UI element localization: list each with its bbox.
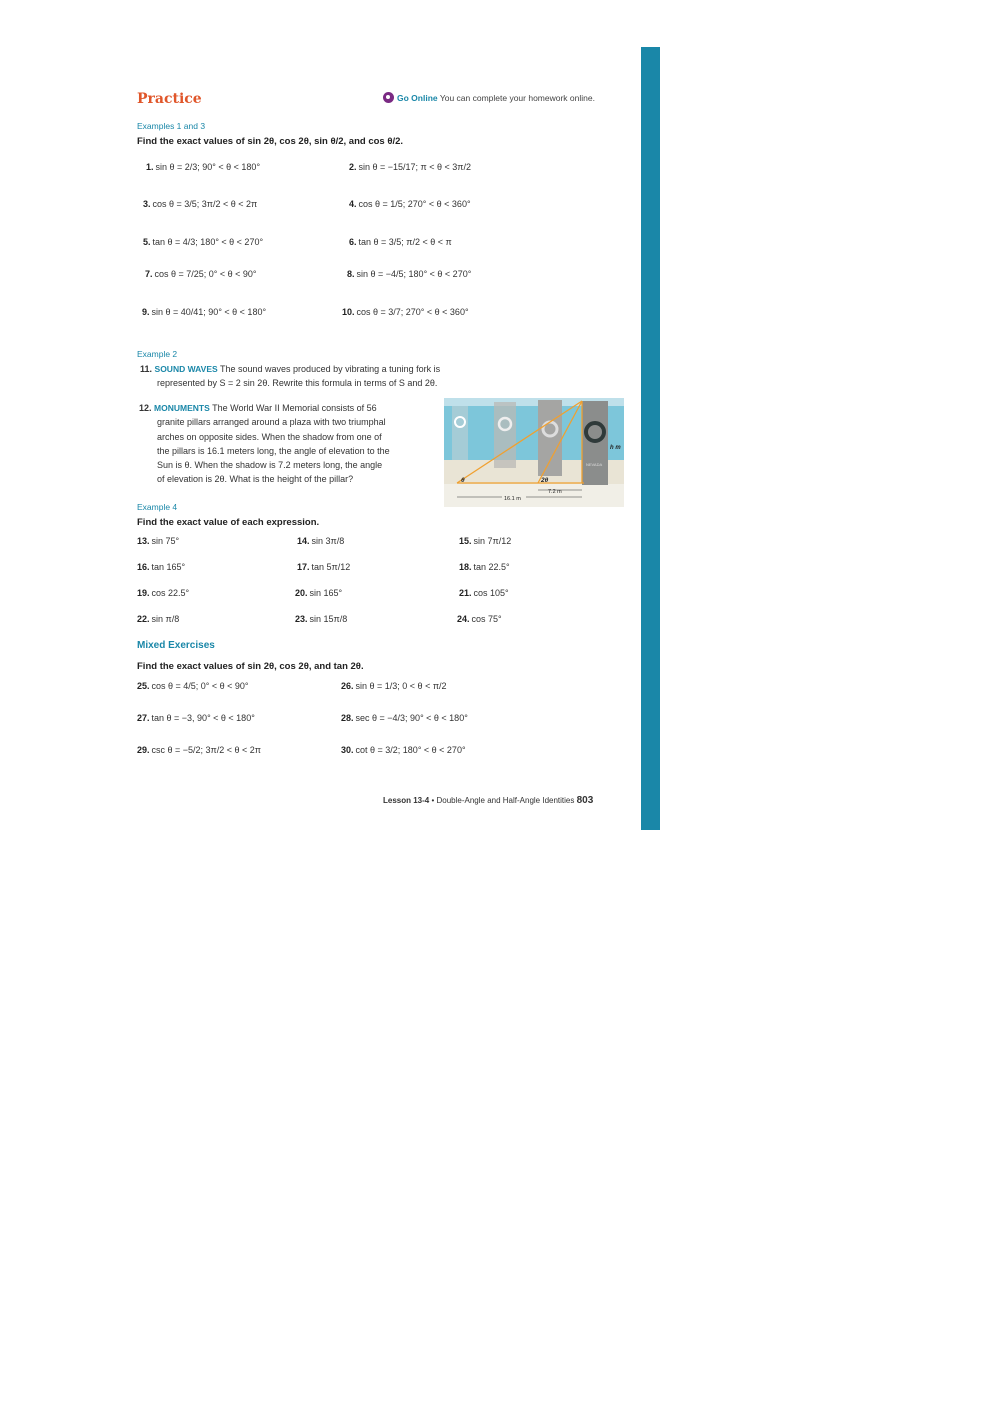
mixed-exercise-29: 29. csc θ = −5/2; 3π/2 < θ < 2π xyxy=(137,745,262,755)
label-7-2-m: 7.2 m xyxy=(548,489,562,495)
go-online-text: You can complete your homework online. xyxy=(437,93,595,103)
problem-11: 11. SOUND WAVES The sound waves produced by vibrating a tuning fork is represented by S = 2 sin 2θ. Rewrite this formula in terms of S and 2θ. xyxy=(140,364,441,389)
exercise-6: 6. tan θ = 3/5; π/2 < θ < π xyxy=(349,237,452,247)
exercise-9: 9. sin θ = 40/41; 90° < θ < 180° xyxy=(142,307,267,317)
footer-lesson-title: Double-Angle and Half-Angle Identities xyxy=(436,796,577,805)
exercise-2: 2. sin θ = −15/17; π < θ < 3π/2 xyxy=(349,162,472,172)
footer-lesson: Lesson 13-4 xyxy=(383,796,430,805)
exercise-1: 1. sin θ = 2/3; 90° < θ < 180° xyxy=(146,162,261,172)
expression-19: 19. cos 22.5° xyxy=(137,588,190,598)
exercise-7: 7. cos θ = 7/25; 0° < θ < 90° xyxy=(145,269,257,279)
exercise-10: 10. cos θ = 3/7; 270° < θ < 360° xyxy=(342,307,469,317)
label-height: h m xyxy=(610,445,621,451)
problem-12: 12. MONUMENTS The World War II Memorial consists of 56 granite pillars arranged around a plaza with two triumphal arches on opposite sides. When the shadow from one of the pillars is 16.1 meters long, the angle of elevation to the Sun is θ. When the shadow is 7.2 meters long, the angle of elevation is 2θ. What is the height of the pillar? xyxy=(139,403,390,485)
exercise-4: 4. cos θ = 1/5; 270° < θ < 360° xyxy=(349,199,471,209)
instruction-example-4: Find the exact value of each expression. xyxy=(137,517,320,528)
page-edge-tab xyxy=(641,47,660,830)
mixed-exercise-26: 26. sin θ = 1/3; 0 < θ < π/2 xyxy=(341,681,447,691)
label-theta: θ xyxy=(461,477,465,484)
mixed-exercise-28: 28. sec θ = −4/3; 90° < θ < 180° xyxy=(341,713,468,723)
exercise-8: 8. sin θ = −4/5; 180° < θ < 270° xyxy=(347,269,472,279)
mixed-exercise-25: 25. cos θ = 4/5; 0° < θ < 90° xyxy=(137,681,249,691)
section-label-example-4: Example 4 xyxy=(137,502,178,512)
expression-20: 20. sin 165° xyxy=(295,588,343,598)
mixed-exercise-30: 30. cot θ = 3/2; 180° < θ < 270° xyxy=(341,745,466,755)
pillar-middle xyxy=(538,400,562,476)
exercise-3: 3. cos θ = 3/5; 3π/2 < θ < 2π xyxy=(143,199,258,209)
go-online-icon xyxy=(383,92,394,103)
label-2theta: 2θ xyxy=(541,477,549,484)
exercise-5: 5. tan θ = 4/3; 180° < θ < 270° xyxy=(143,237,264,247)
memorial-figure xyxy=(444,398,624,507)
expression-21: 21. cos 105° xyxy=(459,588,509,598)
section-title-mixed-exercises: Mixed Exercises xyxy=(137,640,215,651)
section-label-example-2: Example 2 xyxy=(137,349,178,359)
expression-14: 14. sin 3π/8 xyxy=(297,536,345,546)
expression-22: 22. sin π/8 xyxy=(137,614,180,624)
expression-18: 18. tan 22.5° xyxy=(459,562,510,572)
page-number: 803 xyxy=(576,795,594,806)
expression-24: 24. cos 75° xyxy=(457,614,502,624)
label-16-1-m: 16.1 m xyxy=(504,496,521,502)
expression-17: 17. tan 5π/12 xyxy=(297,562,351,572)
mixed-exercise-27: 27. tan θ = −3, 90° < θ < 180° xyxy=(137,713,255,723)
go-online-link[interactable]: Go Online xyxy=(397,93,438,103)
instruction-examples-1-3: Find the exact values of sin 2θ, cos 2θ, sin θ/2, and cos θ/2. xyxy=(137,136,404,147)
expression-23: 23. sin 15π/8 xyxy=(295,614,348,624)
pillar-far-left xyxy=(452,406,468,460)
pillar-inscription: NEVADA xyxy=(586,462,603,467)
expression-13: 13. sin 75° xyxy=(137,536,180,546)
page-footer: Lesson 13-4 • Double-Angle and Half-Angle Identities 803 xyxy=(383,795,594,806)
go-online-note[interactable] xyxy=(383,92,595,103)
expression-16: 16. tan 165° xyxy=(137,562,186,572)
page-title: Practice xyxy=(137,91,202,107)
expression-15: 15. sin 7π/12 xyxy=(459,536,512,546)
instruction-mixed: Find the exact values of sin 2θ, cos 2θ, and tan 2θ. xyxy=(137,661,364,672)
section-label-examples-1-3: Examples 1 and 3 xyxy=(137,121,206,131)
pillar-left xyxy=(494,402,516,468)
